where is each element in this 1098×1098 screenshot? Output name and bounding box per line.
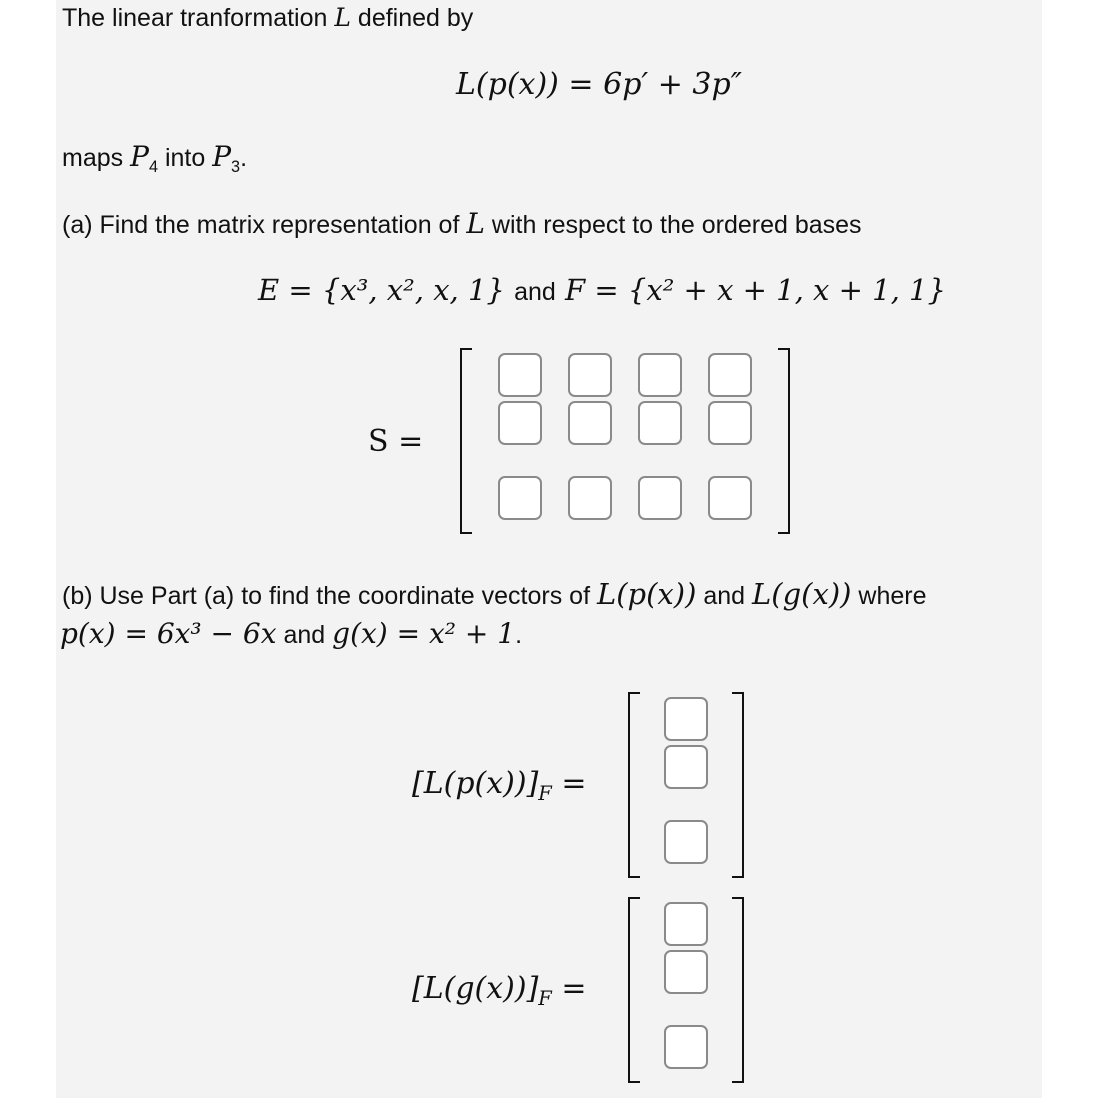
matrix-s-label: S = [368,424,424,459]
vector-lg-label: $[L(g(x))]_F$ = [412,971,587,1010]
vector-lp-label: $[L(p(x))]_F$ = [412,766,587,805]
matrix-s-entry-r2-c4[interactable] [708,401,752,445]
matrix-s-entry-r2-c1[interactable] [498,401,542,445]
vector-lp-entry-1[interactable] [664,697,708,741]
matrix-s-entry-r3-c4[interactable] [708,476,752,520]
matrix-s-entry-r1-c2[interactable] [568,353,612,397]
matrix-s-entry-r1-c4[interactable] [708,353,752,397]
intro-line: The linear tranformation L defined by [62,3,474,32]
matrix-s-entry-r3-c3[interactable] [638,476,682,520]
matrix-s-entry-r3-c2[interactable] [568,476,612,520]
part-a-text: (a) Find the matrix representation of L with respect to the ordered bases [62,207,862,240]
vector-lp-entry-3[interactable] [664,820,708,864]
vector-lg-entry-1[interactable] [664,902,708,946]
vector-lg-left-bracket [628,897,640,1083]
bases-equation: E = {x³, x², x, 1} and F = {x² + x + 1, x + 1, 1} [258,273,946,307]
matrix-s-entry-r1-c1[interactable] [498,353,542,397]
part-b-text-line2: p(x) = 6x³ − 6x and g(x) = x² + 1. [60,617,523,650]
vector-lg-right-bracket [732,897,744,1083]
definition-equation: L(p(x)) = 6p′ + 3p″ [456,67,742,102]
vector-lg-entry-3[interactable] [664,1025,708,1069]
matrix-s-entry-r1-c3[interactable] [638,353,682,397]
maps-line: maps $P_4$ into $P_3$. [62,140,248,176]
vector-lp-entry-2[interactable] [664,745,708,789]
matrix-s-entry-r3-c1[interactable] [498,476,542,520]
matrix-s-entry-r2-c3[interactable] [638,401,682,445]
vector-lg-entry-2[interactable] [664,950,708,994]
vector-lp-left-bracket [628,692,640,878]
vector-lp-right-bracket [732,692,744,878]
matrix-s-right-bracket [778,348,790,534]
part-b-text-line1: (b) Use Part (a) to find the coordinate vectors of L(p(x)) and L(g(x)) where [62,577,927,611]
matrix-s-entry-r2-c2[interactable] [568,401,612,445]
matrix-s-left-bracket [460,348,472,534]
